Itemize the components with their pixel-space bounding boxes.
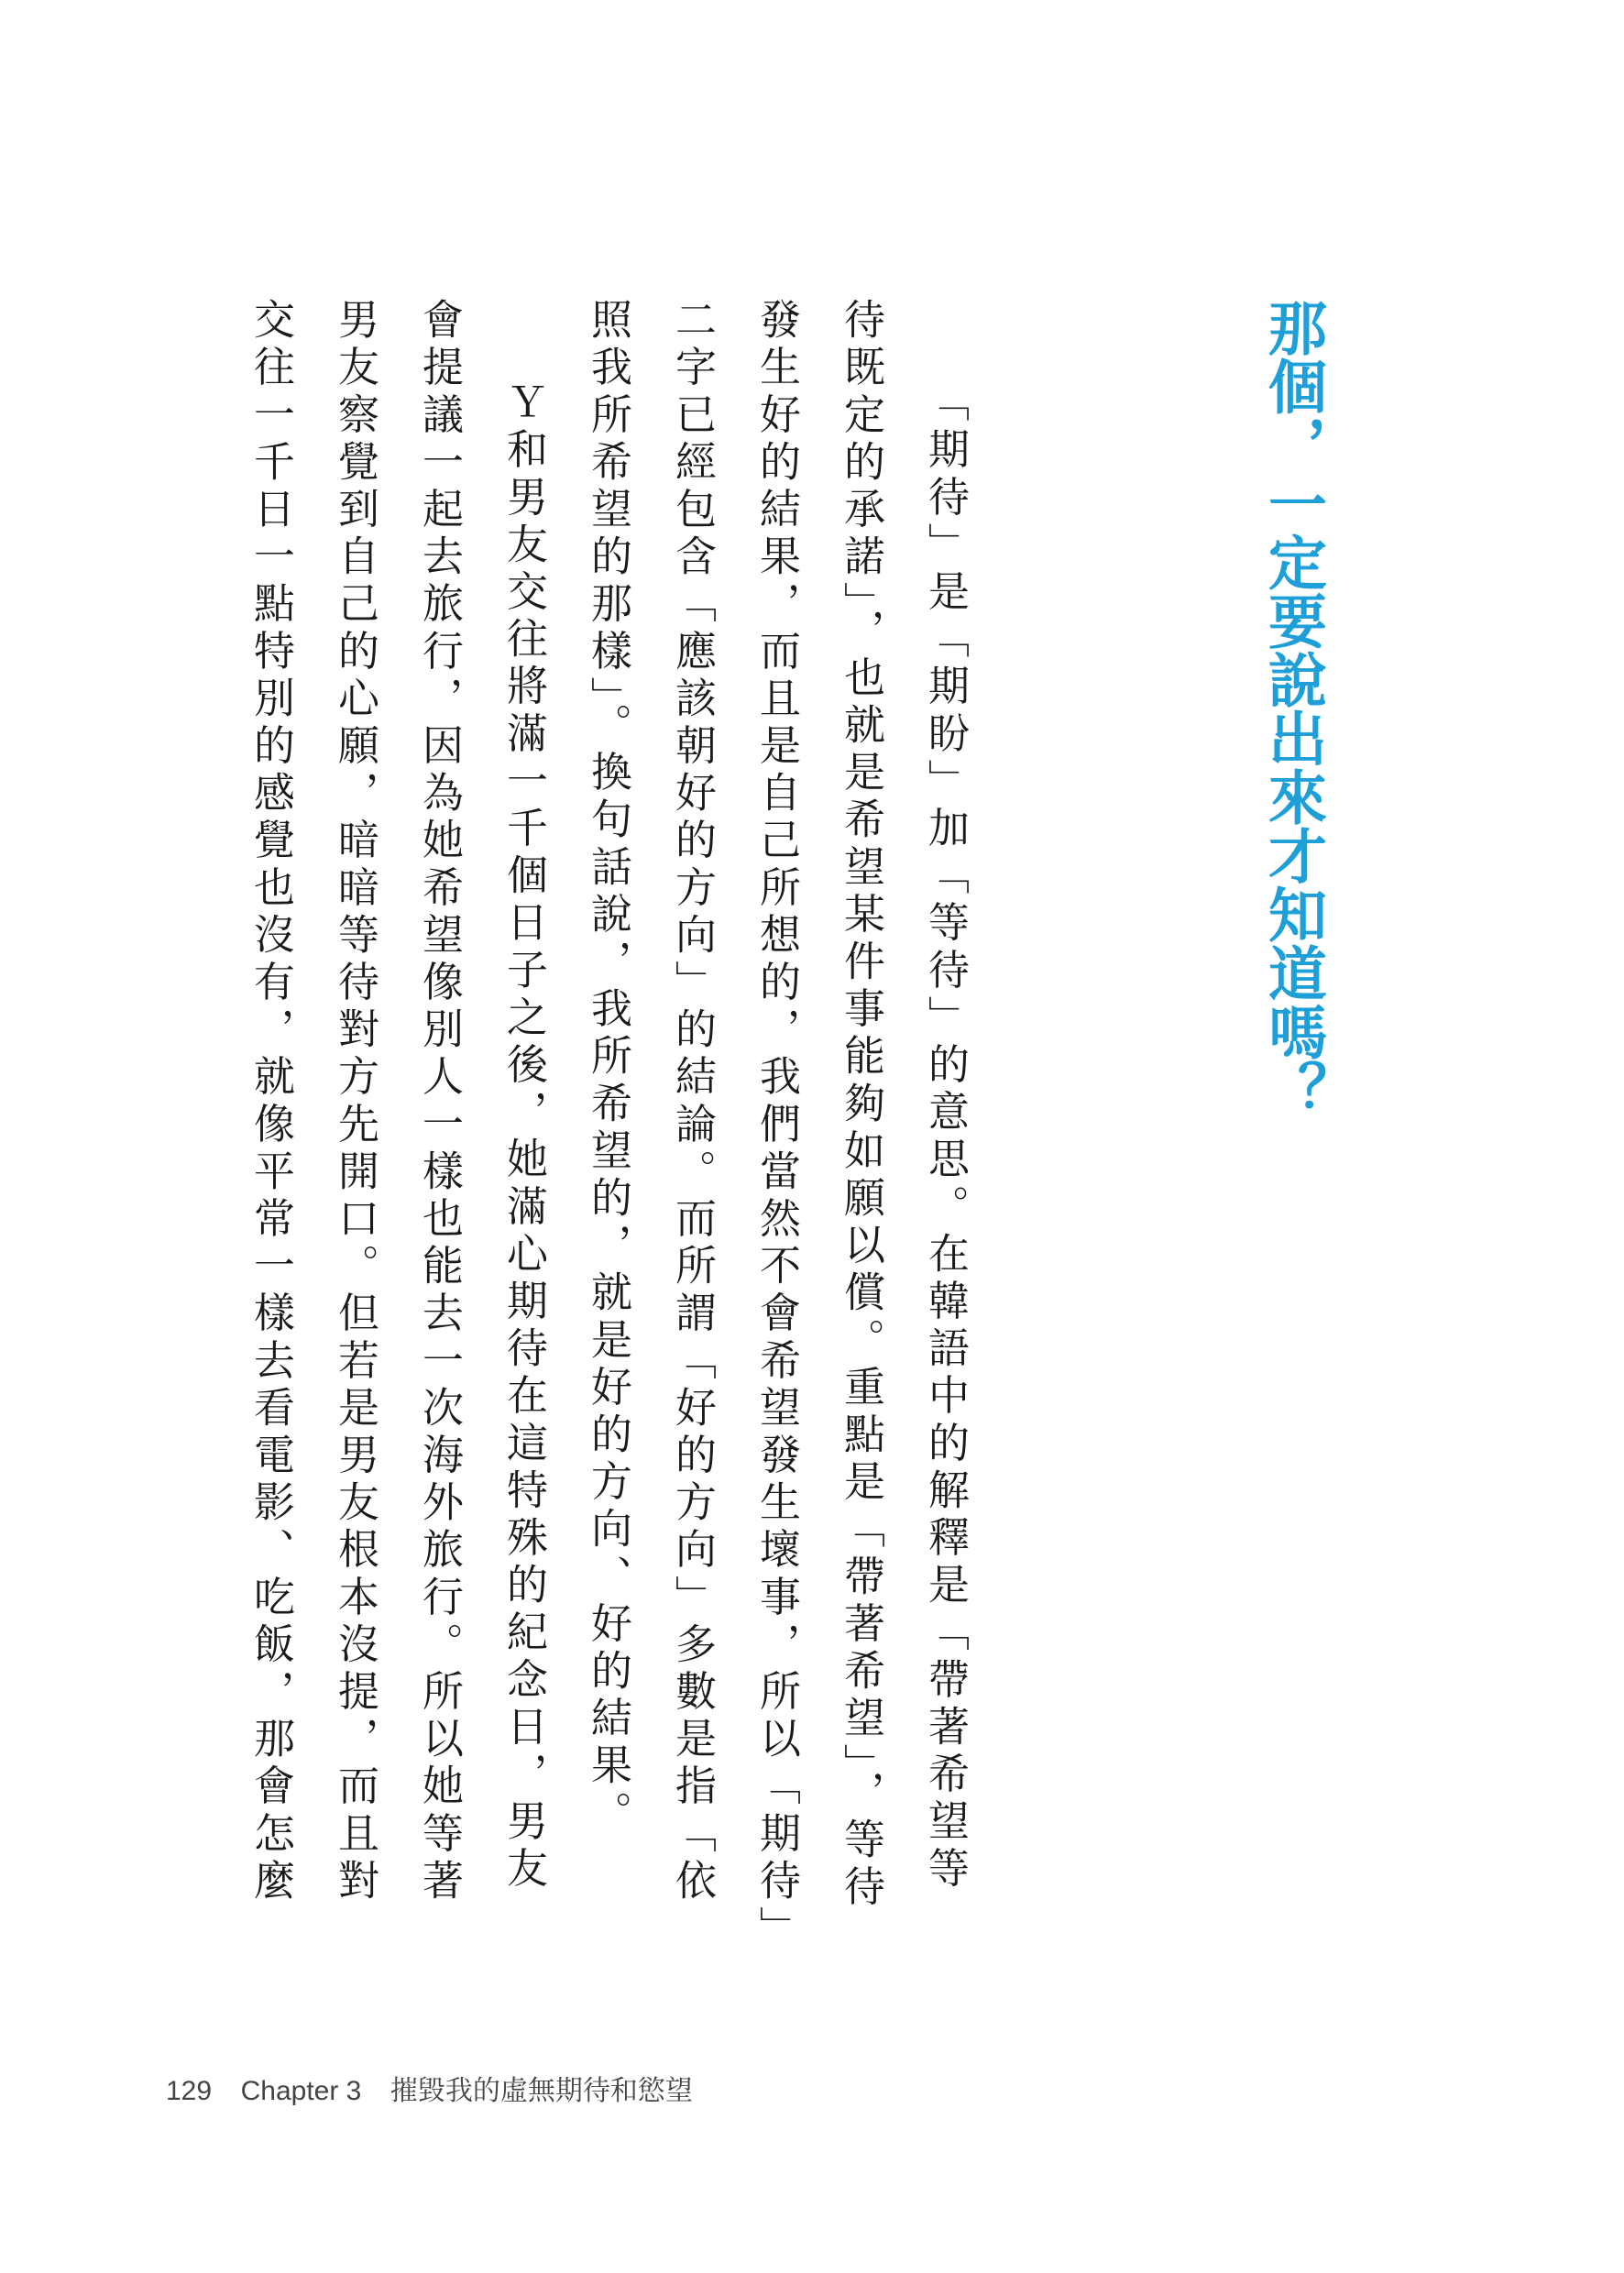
chapter-label: Chapter 3 xyxy=(240,2076,362,2106)
text-column: 二字已經包含「應該朝好的方向」的結論。而所謂「好的方向」多數是指「依 xyxy=(668,298,717,1906)
text-column: 「期待」是「期盼」加「等待」的意思。在韓語中的解釋是「帶著希望等 xyxy=(921,380,970,1894)
page-footer xyxy=(166,2073,693,2110)
text-column: Ｙ和男友交往將滿一千個日子之後，她滿心期待在這特殊的紀念日，男友 xyxy=(499,380,548,1894)
text-column: 照我所希望的那樣」。換句話說，我所希望的，就是好的方向、好的結果。 xyxy=(584,298,632,1839)
body-text xyxy=(228,298,987,1953)
text-column: 待既定的承諾」，也就是希望某件事能夠如願以償。重點是「帶著希望」，等待 xyxy=(837,298,885,1912)
section-heading: 那個，一定要說出來才知道嗎？ xyxy=(1258,298,1326,1119)
text-column: 發生好的結果，而且是自己所想的，我們當然不會希望發生壞事，所以「期待」 xyxy=(752,298,801,1953)
page-number: 129 xyxy=(166,2076,213,2106)
text-column: 會提議一起去旅行，因為她希望像別人一樣也能去一次海外旅行。所以她等著 xyxy=(415,298,464,1906)
text-column: 交往一千日一點特別的感覺也沒有，就像平常一樣去看電影、吃飯，那會怎麼 xyxy=(247,298,295,1906)
chapter-title: 摧毀我的虛無期待和慾望 xyxy=(390,2075,693,2107)
text-column: 男友察覺到自己的心願，暗暗等待對方先開口。但若是男友根本沒提，而且對 xyxy=(331,298,379,1906)
